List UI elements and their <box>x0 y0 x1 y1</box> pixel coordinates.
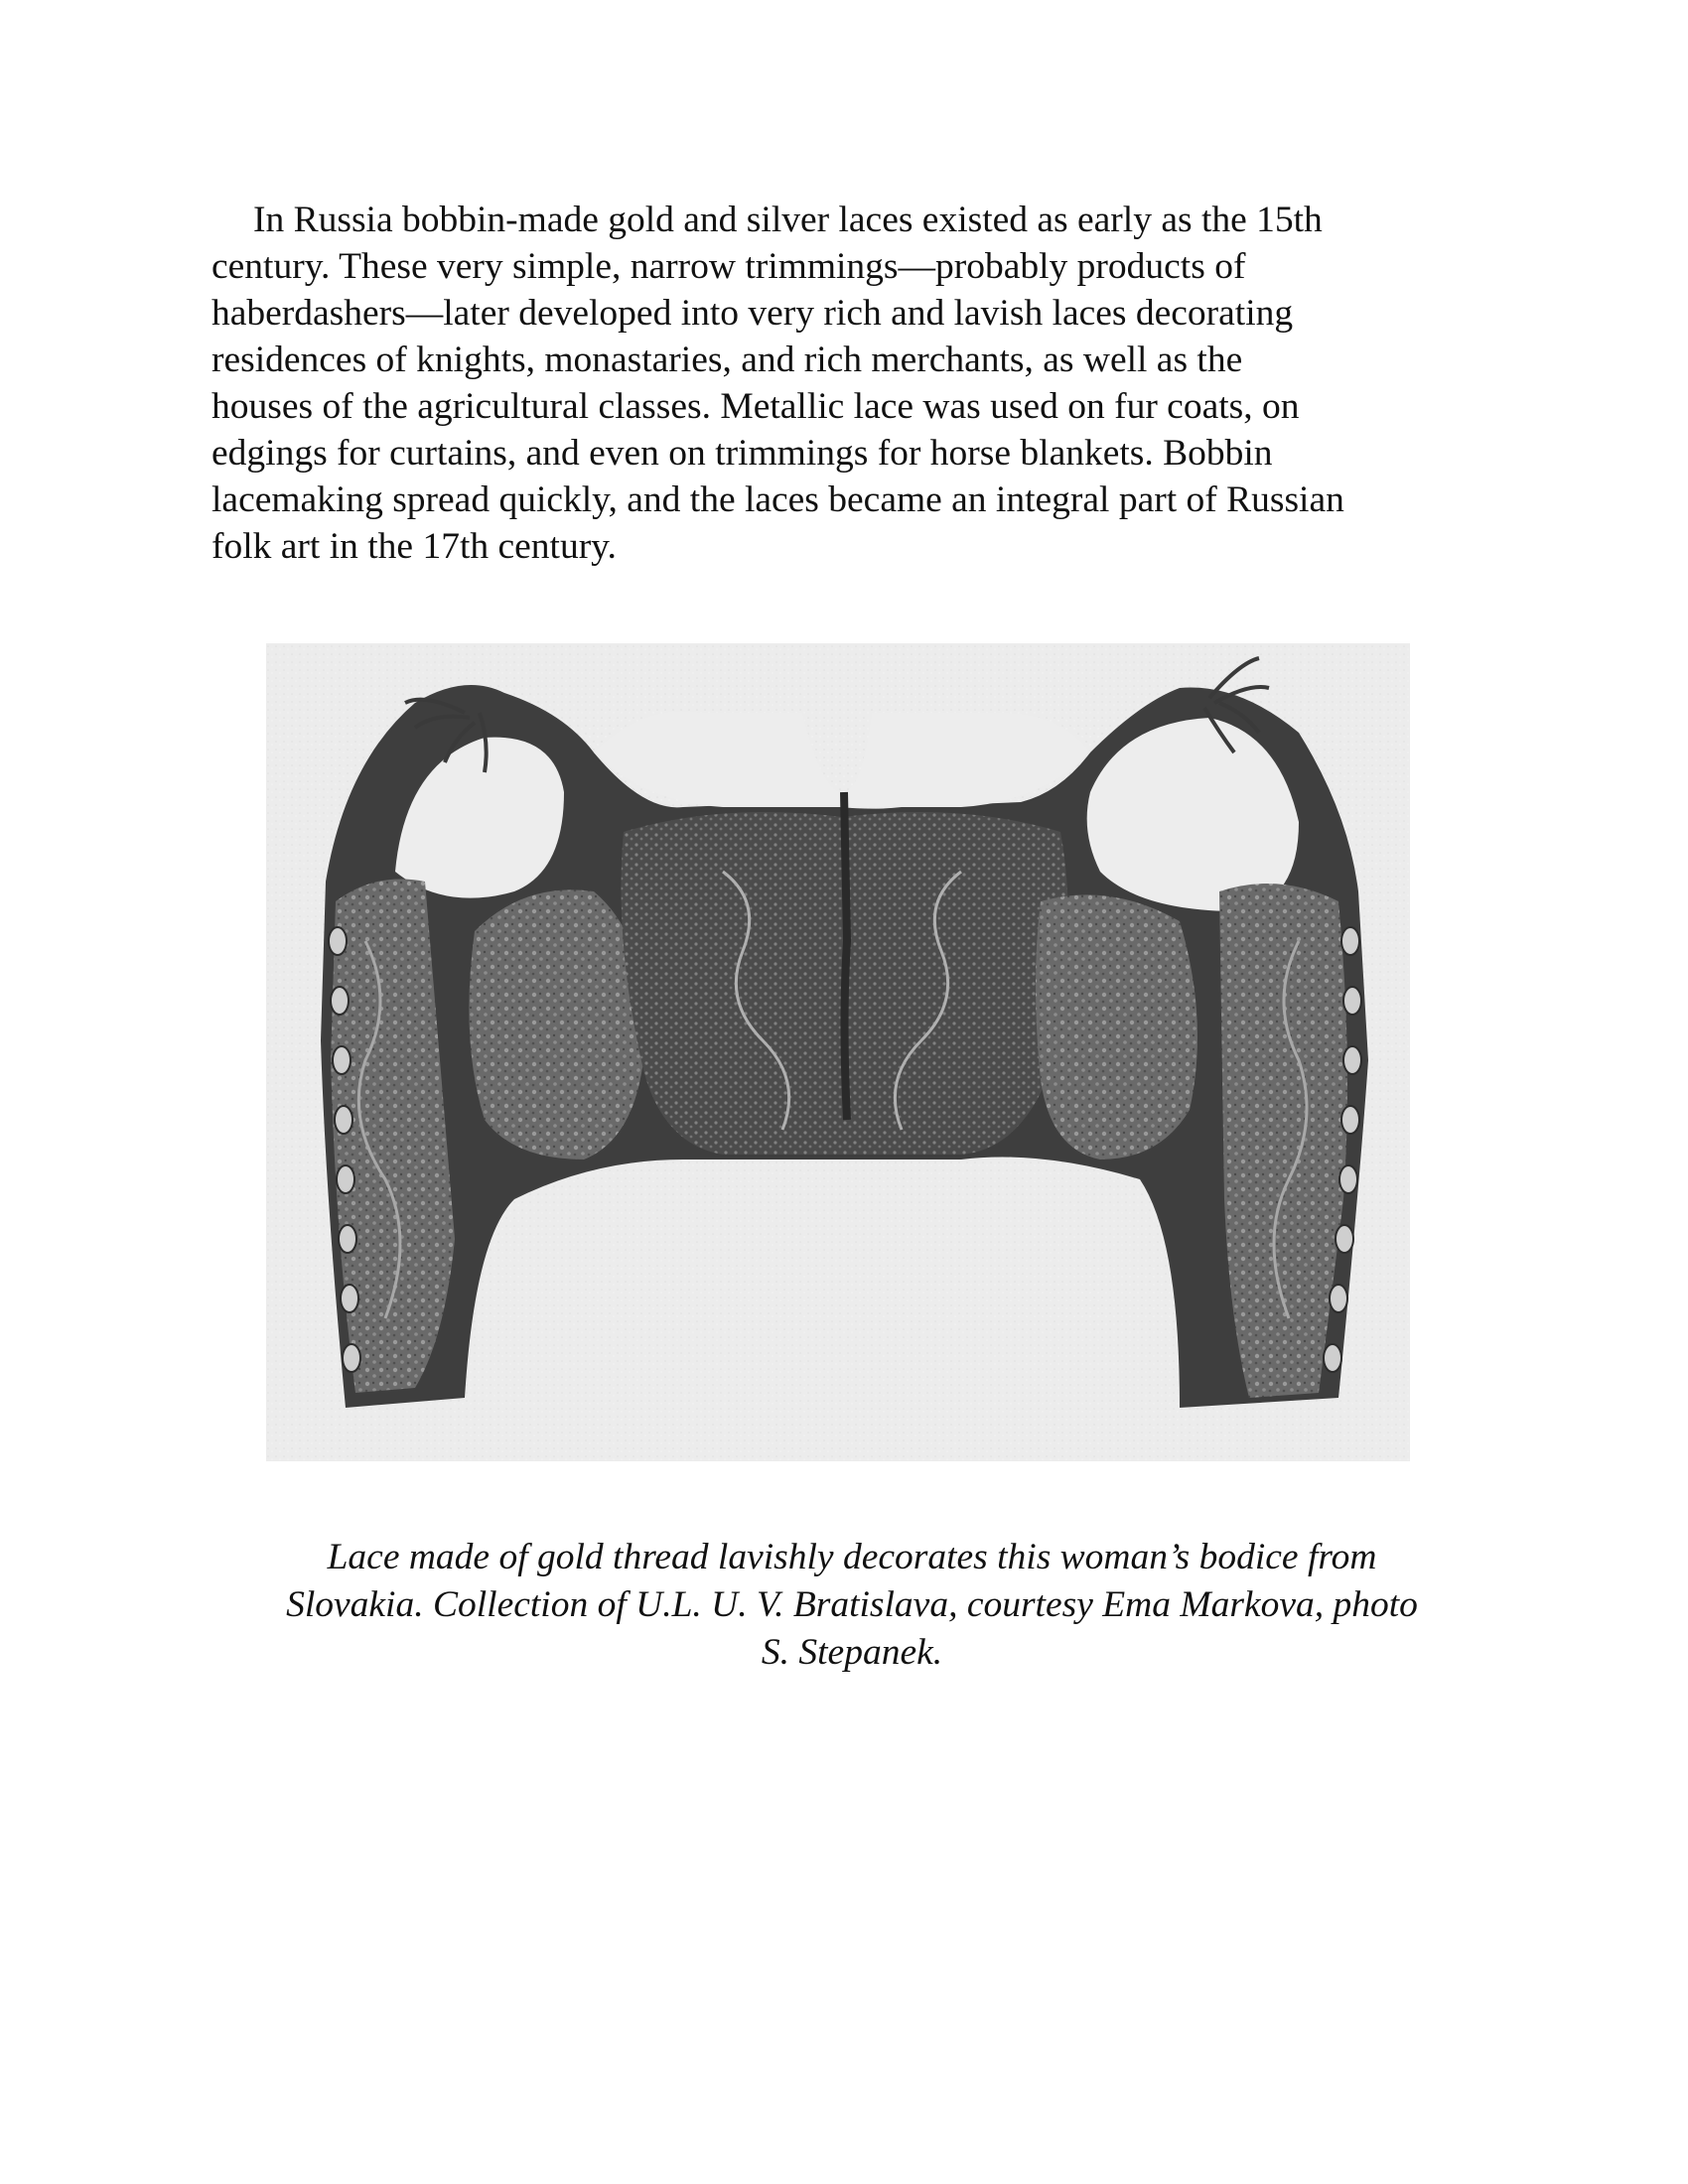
paragraph-line: In Russia bobbin-made gold and silver laces existed as early as the 15th <box>253 200 1323 240</box>
left-front-lace-panel <box>469 889 644 1160</box>
paragraph-line: century. These very simple, narrow trimmings—probably products of <box>211 246 1246 287</box>
paragraph-line: folk art in the 17th century. <box>211 526 617 567</box>
figure-caption <box>211 1534 1492 1677</box>
lace-bodice-photo <box>266 643 1410 1461</box>
paragraph-line: houses of the agricultural classes. Metallic lace was used on fur coats, on <box>211 386 1300 427</box>
caption-line: S. Stepanek. <box>761 1632 943 1673</box>
paragraph-line: edgings for curtains, and even on trimmings for horse blankets. Bobbin <box>211 433 1273 474</box>
right-front-lace-panel <box>1036 894 1197 1160</box>
paragraph-line: haberdashers—later developed into very rich and lavish laces decorating <box>211 293 1294 334</box>
paragraph-line: lacemaking spread quickly, and the laces became an integral part of Russian <box>211 479 1344 520</box>
body-paragraph <box>211 197 1492 570</box>
paragraph-line: residences of knights, monastaries, and rich merchants, as well as the <box>211 340 1243 380</box>
bodice-illustration <box>266 643 1410 1461</box>
center-seam <box>844 792 847 1120</box>
caption-line: Lace made of gold thread lavishly decorates this woman’s bodice from <box>327 1537 1377 1577</box>
caption-line: Slovakia. Collection of U.L. U. V. Bratislava, courtesy Ema Markova, photo <box>286 1584 1418 1625</box>
